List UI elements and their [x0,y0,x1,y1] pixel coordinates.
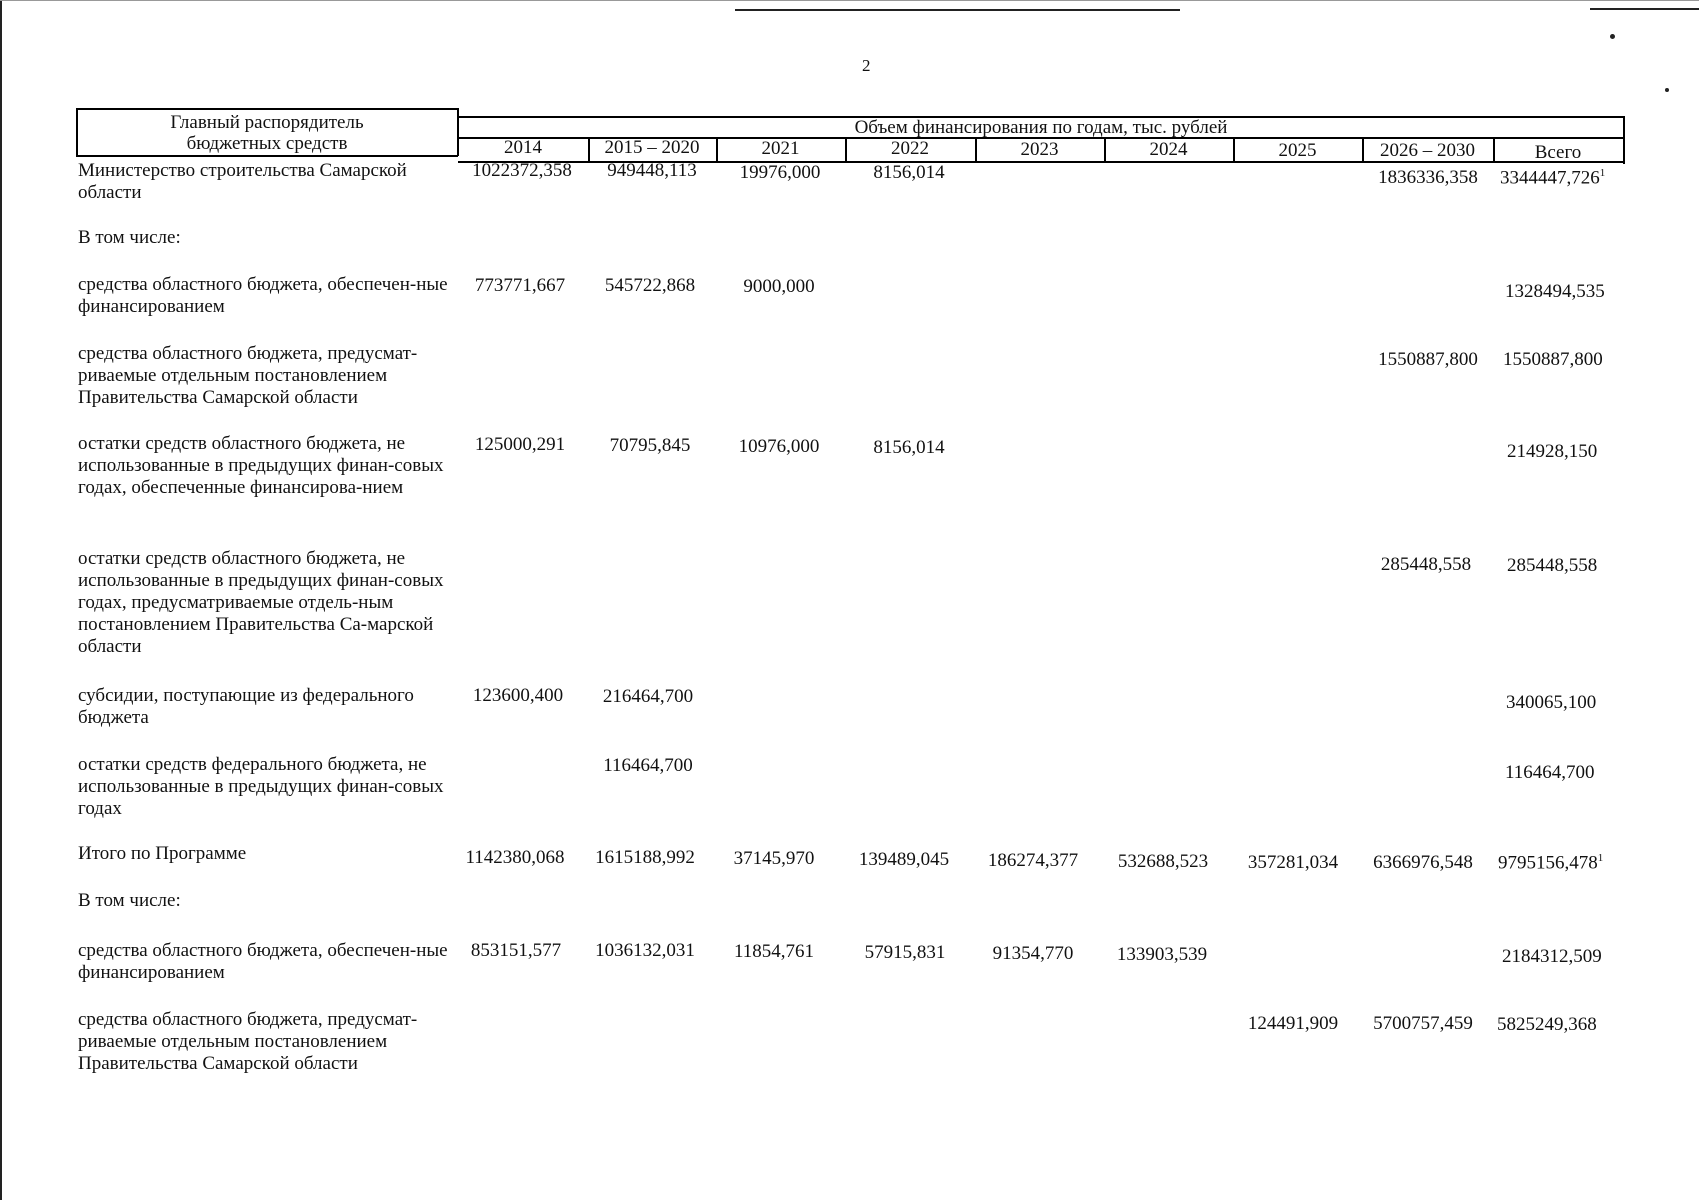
cell-value: 8156,014 [873,162,945,183]
row-label: средства областного бюджета, обеспечен-ные финансированием [78,940,448,983]
cell-value: 91354,770 [992,943,1074,964]
header-funding-title: Объем финансирования по годам, тыс. рублей [854,117,1228,138]
scan-dot [1665,88,1669,92]
cell-value: 532688,523 [1117,851,1209,872]
row-label: средства областного бюджета, обеспечен-ные финансированием [78,274,448,317]
cell-total: 214928,150 [1507,441,1598,462]
cell-value: 545722,868 [604,275,696,296]
header-year-2014: 2014 [504,137,542,158]
cell-value: 949448,113 [607,160,697,181]
cell-value: 216464,700 [602,686,694,707]
cell-value: 10976,000 [738,436,820,457]
header-year-2023: 2023 [1020,139,1059,160]
cell-value: 125000,291 [474,434,566,455]
row-label: остатки средств федерального бюджета, не использованные в предыдущих финан-совых годах [78,754,444,819]
header-year-2026-2030: 2026 – 2030 [1380,140,1475,161]
cell-value: 11854,761 [733,941,815,962]
cell-value: 70795,845 [609,435,691,456]
cell-total: 1328494,535 [1505,281,1605,302]
header-col1-line1: Главный распорядитель [170,112,364,133]
cell-value: 139489,045 [858,849,950,870]
cell-value: 8156,014 [873,437,945,458]
scan-line-top [735,9,1180,11]
row-label: В том числе: [78,227,181,248]
row-label: субсидии, поступающие из федерального бюджета [78,685,414,728]
header-year-2022: 2022 [891,138,929,159]
header-year-2024: 2024 [1149,139,1188,160]
cell-value: 1615188,992 [595,847,695,868]
row-label: остатки средств областного бюджета, не использованные в предыдущих финан-совых годах, предусматриваемые отдель-ным постановлением Правительства Са-марской области [78,548,444,657]
cell-total: 3344447,726$^1$ [1500,167,1606,189]
cell-value: 133903,539 [1116,944,1208,965]
cell-value: 1142380,068 [465,847,565,868]
cell-value: 285448,558 [1380,554,1472,575]
cell-value: 9000,000 [743,276,815,297]
scan-dot [1610,34,1615,39]
row-label: В том числе: [78,890,181,911]
cell-value: 1550887,800 [1378,349,1478,370]
cell-value: 186274,377 [987,850,1079,871]
header-col1-line2: бюджетных средств [186,133,348,154]
cell-value: 37145,970 [733,848,815,869]
cell-value: 357281,034 [1247,852,1339,873]
cell-value: 124491,909 [1247,1013,1339,1034]
cell-total: 5825249,368 [1497,1014,1597,1035]
cell-total: 9795156,478$^1$ [1498,852,1604,874]
scan-edge-left [0,0,2,1200]
header-year-2021: 2021 [761,138,800,159]
cell-value: 1022372,358 [472,160,572,181]
row-label: средства областного бюджета, предусмат-риваемые отдельным постановлением Правительства Самарской области [78,1009,418,1074]
cell-total: 285448,558 [1507,555,1598,576]
cell-total: 1550887,800 [1503,349,1603,370]
cell-value: 19976,000 [739,162,821,183]
row-label: Итого по Программе [78,843,247,864]
cell-value: 6366976,548 [1373,852,1473,873]
scan-line-top-right [1590,8,1699,10]
cell-value: 116464,700 [603,755,693,776]
header-year-2025: 2025 [1278,140,1317,161]
cell-value: 123600,400 [472,685,564,706]
cell-value: 57915,831 [864,942,946,963]
cell-value: 5700757,459 [1373,1013,1473,1034]
cell-value: 853151,577 [470,940,562,961]
cell-total: 116464,700 [1505,762,1595,783]
header-total: Всего [1534,142,1582,163]
cell-value: 773771,667 [474,275,566,296]
scan-edge-top [0,0,1699,1]
cell-value: 1836336,358 [1378,167,1478,188]
header-year-2015-2020: 2015 – 2020 [604,137,700,158]
row-label: Министерство строительства Самарской области [78,160,407,203]
page-number: 2 [862,56,871,75]
cell-total: 2184312,509 [1502,946,1602,967]
cell-value: 1036132,031 [595,940,695,961]
row-label: средства областного бюджета, предусмат-риваемые отдельным постановлением Правительства Самарской области [78,343,418,408]
cell-total: 340065,100 [1506,692,1597,713]
row-label: остатки средств областного бюджета, не использованные в предыдущих финан-совых годах, обеспеченные финансирова-нием [78,433,444,498]
